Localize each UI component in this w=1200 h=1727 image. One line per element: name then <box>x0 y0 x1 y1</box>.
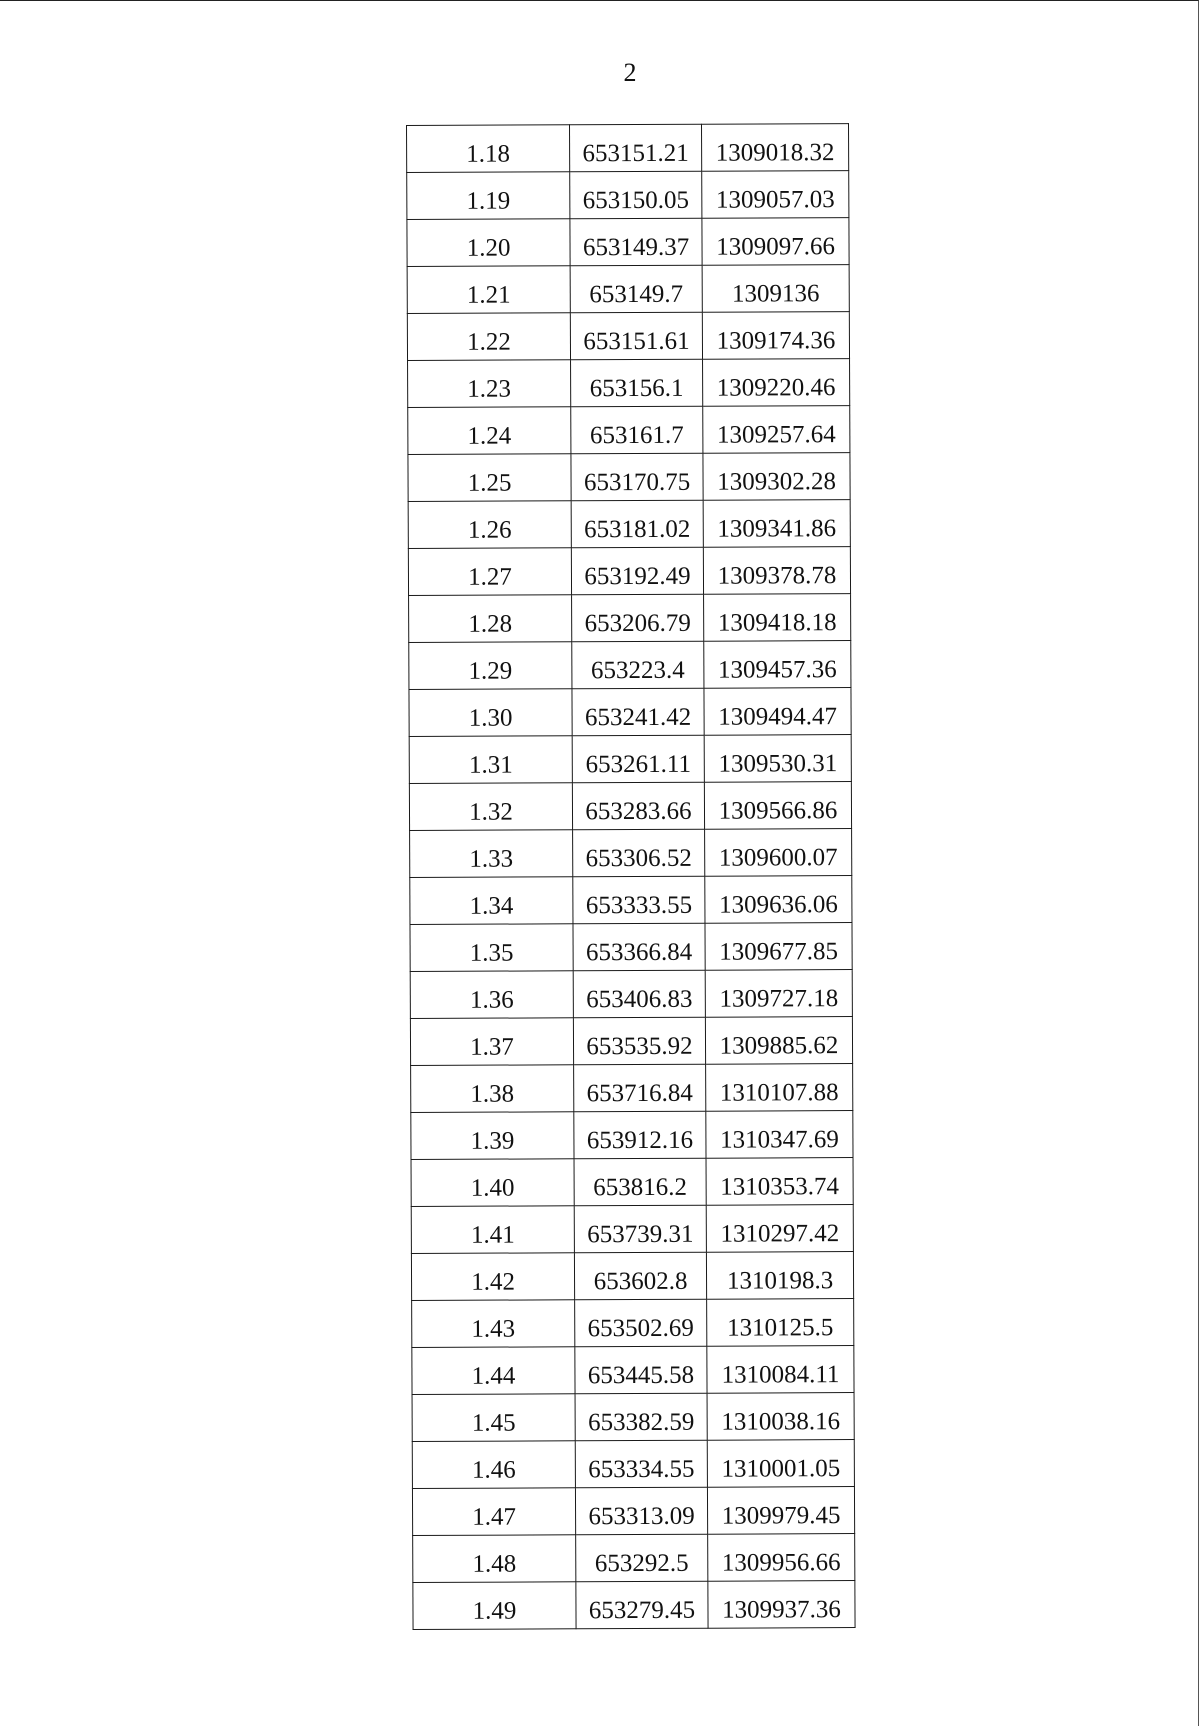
point-number-cell: 1.49 <box>413 1582 576 1630</box>
x-coordinate-cell: 653535.92 <box>573 1017 705 1065</box>
table-row <box>411 1205 853 1254</box>
x-coordinate-cell: 653161.7 <box>571 406 703 454</box>
point-number-cell: 1.32 <box>409 783 572 831</box>
y-coordinate-cell: 1309220.46 <box>703 359 850 407</box>
y-coordinate-cell: 1309136 <box>702 265 849 313</box>
point-number-cell: 1.29 <box>409 642 572 690</box>
x-coordinate-cell: 653151.21 <box>570 124 702 172</box>
y-coordinate-cell: 1310107.88 <box>706 1064 853 1112</box>
table-row <box>413 1534 855 1583</box>
y-coordinate-cell: 1310125.5 <box>707 1299 854 1347</box>
y-coordinate-cell: 1309727.18 <box>705 970 852 1018</box>
x-coordinate-cell: 653333.55 <box>573 876 705 924</box>
point-number-cell: 1.39 <box>411 1112 574 1160</box>
table-row <box>409 782 851 831</box>
y-coordinate-cell: 1309097.66 <box>702 218 849 266</box>
table-row <box>413 1581 855 1630</box>
table-row <box>408 547 850 596</box>
point-number-cell: 1.23 <box>408 360 571 408</box>
point-number-cell: 1.21 <box>407 266 570 314</box>
y-coordinate-cell: 1309600.07 <box>705 829 852 877</box>
table-row <box>408 359 850 408</box>
table-row <box>409 688 851 737</box>
point-number-cell: 1.34 <box>410 877 573 925</box>
x-coordinate-cell: 653206.79 <box>572 594 704 642</box>
table-row <box>408 406 850 455</box>
x-coordinate-cell: 653382.59 <box>575 1393 707 1441</box>
point-number-cell: 1.43 <box>412 1300 575 1348</box>
x-coordinate-cell: 653816.2 <box>574 1158 706 1206</box>
table-row <box>407 312 849 361</box>
y-coordinate-cell: 1309457.36 <box>704 641 851 689</box>
x-coordinate-cell: 653912.16 <box>574 1111 706 1159</box>
x-coordinate-cell: 653602.8 <box>574 1252 706 1300</box>
coordinates-table <box>406 123 856 1630</box>
y-coordinate-cell: 1309494.47 <box>704 688 851 736</box>
point-number-cell: 1.26 <box>408 501 571 549</box>
y-coordinate-cell: 1310001.05 <box>707 1440 854 1488</box>
y-coordinate-cell: 1310347.69 <box>706 1111 853 1159</box>
x-coordinate-cell: 653739.31 <box>574 1205 706 1253</box>
table-row <box>409 641 851 690</box>
x-coordinate-cell: 653406.83 <box>573 970 705 1018</box>
x-coordinate-cell: 653261.11 <box>572 735 704 783</box>
y-coordinate-cell: 1309885.62 <box>705 1017 852 1065</box>
point-number-cell: 1.27 <box>408 548 571 596</box>
x-coordinate-cell: 653313.09 <box>575 1487 707 1535</box>
y-coordinate-cell: 1310038.16 <box>707 1393 854 1441</box>
y-coordinate-cell: 1309378.78 <box>703 547 850 595</box>
x-coordinate-cell: 653149.7 <box>570 265 702 313</box>
table-row <box>408 453 850 502</box>
point-number-cell: 1.19 <box>407 172 570 220</box>
table-row <box>409 735 851 784</box>
x-coordinate-cell: 653502.69 <box>575 1299 707 1347</box>
point-number-cell: 1.45 <box>412 1394 575 1442</box>
point-number-cell: 1.37 <box>410 1018 573 1066</box>
table-row <box>412 1440 854 1489</box>
y-coordinate-cell: 1309341.86 <box>703 500 850 548</box>
point-number-cell: 1.24 <box>408 407 571 455</box>
x-coordinate-cell: 653170.75 <box>571 453 703 501</box>
table-row <box>407 265 849 314</box>
table-row <box>412 1393 854 1442</box>
table-row <box>408 500 850 549</box>
x-coordinate-cell: 653192.49 <box>571 547 703 595</box>
table-row <box>411 1111 853 1160</box>
x-coordinate-cell: 653366.84 <box>573 923 705 971</box>
point-number-cell: 1.46 <box>412 1441 575 1489</box>
table-row <box>412 1299 854 1348</box>
point-number-cell: 1.35 <box>410 924 573 972</box>
x-coordinate-cell: 653306.52 <box>573 829 705 877</box>
table-row <box>410 876 852 925</box>
point-number-cell: 1.36 <box>410 971 573 1019</box>
point-number-cell: 1.38 <box>411 1065 574 1113</box>
y-coordinate-cell: 1309418.18 <box>704 594 851 642</box>
point-number-cell: 1.47 <box>412 1488 575 1536</box>
x-coordinate-cell: 653283.66 <box>572 782 704 830</box>
table-row <box>410 923 852 972</box>
point-number-cell: 1.40 <box>411 1159 574 1207</box>
table-row <box>412 1487 854 1536</box>
table-row <box>410 970 852 1019</box>
point-number-cell: 1.25 <box>408 454 571 502</box>
point-number-cell: 1.41 <box>411 1206 574 1254</box>
x-coordinate-cell: 653279.45 <box>576 1581 708 1629</box>
point-number-cell: 1.30 <box>409 689 572 737</box>
point-number-cell: 1.20 <box>407 219 570 267</box>
x-coordinate-cell: 653241.42 <box>572 688 704 736</box>
table-row <box>411 1252 853 1301</box>
y-coordinate-cell: 1309530.31 <box>704 735 851 783</box>
point-number-cell: 1.22 <box>407 313 570 361</box>
x-coordinate-cell: 653156.1 <box>571 359 703 407</box>
point-number-cell: 1.42 <box>411 1253 574 1301</box>
x-coordinate-cell: 653181.02 <box>571 500 703 548</box>
x-coordinate-cell: 653292.5 <box>576 1534 708 1582</box>
x-coordinate-cell: 653716.84 <box>574 1064 706 1112</box>
y-coordinate-cell: 1309174.36 <box>702 312 849 360</box>
table-row <box>410 829 852 878</box>
y-coordinate-cell: 1309937.36 <box>708 1581 855 1629</box>
y-coordinate-cell: 1309566.86 <box>704 782 851 830</box>
table-row <box>412 1346 854 1395</box>
table-row <box>411 1064 853 1113</box>
point-number-cell: 1.31 <box>409 736 572 784</box>
y-coordinate-cell: 1310297.42 <box>706 1205 853 1253</box>
point-number-cell: 1.33 <box>410 830 573 878</box>
y-coordinate-cell: 1309302.28 <box>703 453 850 501</box>
page-number: 2 <box>623 58 637 87</box>
y-coordinate-cell: 1309677.85 <box>705 923 852 971</box>
y-coordinate-cell: 1309018.32 <box>701 124 848 172</box>
x-coordinate-cell: 653149.37 <box>570 218 702 266</box>
x-coordinate-cell: 653223.4 <box>572 641 704 689</box>
table-row <box>407 124 849 173</box>
point-number-cell: 1.44 <box>412 1347 575 1395</box>
x-coordinate-cell: 653445.58 <box>575 1346 707 1394</box>
x-coordinate-cell: 653150.05 <box>570 171 702 219</box>
table-row <box>411 1158 853 1207</box>
table-row <box>407 218 849 267</box>
table-row <box>410 1017 852 1066</box>
y-coordinate-cell: 1309956.66 <box>708 1534 855 1582</box>
y-coordinate-cell: 1309257.64 <box>703 406 850 454</box>
table-row <box>409 594 851 643</box>
y-coordinate-cell: 1310084.11 <box>707 1346 854 1394</box>
y-coordinate-cell: 1309636.06 <box>705 876 852 924</box>
point-number-cell: 1.18 <box>407 125 570 173</box>
table-row <box>407 171 849 220</box>
point-number-cell: 1.48 <box>413 1535 576 1583</box>
y-coordinate-cell: 1309057.03 <box>702 171 849 219</box>
x-coordinate-cell: 653334.55 <box>575 1440 707 1488</box>
y-coordinate-cell: 1309979.45 <box>707 1487 854 1535</box>
y-coordinate-cell: 1310198.3 <box>706 1252 853 1300</box>
point-number-cell: 1.28 <box>409 595 572 643</box>
y-coordinate-cell: 1310353.74 <box>706 1158 853 1206</box>
x-coordinate-cell: 653151.61 <box>570 312 702 360</box>
coordinates-table-body <box>407 124 856 1630</box>
